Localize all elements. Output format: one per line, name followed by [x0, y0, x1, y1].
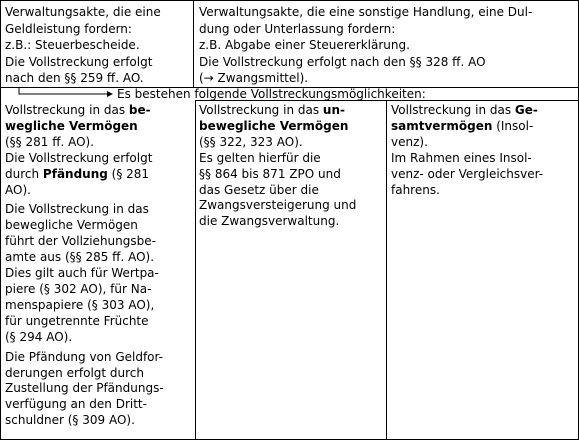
col1-p2-line: piere (§ 302 AO), für Na- — [5, 281, 152, 296]
col3-cell — [391, 103, 543, 198]
top-left-cell — [5, 4, 161, 87]
col1-p1-line1-bold: be- — [128, 103, 151, 117]
top-left-line: Geldleistung fordern: — [5, 21, 132, 36]
col3-line3: venz). — [391, 134, 428, 149]
col1-p3-line: Zustellung der Pfändungs- — [5, 381, 164, 396]
col3-line2-post: (Insol- — [492, 118, 534, 133]
col2-line: Es gelten hierfür die — [199, 150, 321, 165]
top-left-line: Verwaltungsakte, die eine — [5, 5, 161, 19]
col3-line1-pre: Vollstreckung in das — [391, 103, 515, 117]
col2-line2-bold: bewegliche Vermögen — [199, 118, 349, 133]
col3-line: fahrens. — [391, 182, 440, 197]
top-left-line: nach den §§ 259 ff. AO. — [5, 71, 144, 85]
col1-paragraph-3 — [5, 350, 164, 430]
col1-p3-line: schuldner (§ 309 AO). — [5, 413, 135, 428]
top-left-line: Die Vollstreckung erfolgt — [5, 54, 153, 69]
col2-cell — [199, 103, 356, 230]
col3-line2-bold: samtvermögen — [391, 118, 493, 133]
col1-p1-line1-pre: Vollstreckung in das — [5, 103, 129, 117]
col1-p2-line: (§ 294 AO). — [5, 329, 73, 344]
col1-p1-line5-pre: durch — [5, 166, 43, 181]
col3-line: Im Rahmen eines Insol- — [391, 150, 532, 165]
col2-line1-pre: Vollstreckung in das — [199, 103, 323, 117]
top-right-line: Die Vollstreckung erfolgt nach den §§ 328 ff. AO — [199, 54, 486, 69]
top-left-line: z.B.: Steuerbescheide. — [5, 38, 140, 52]
col1-p3-line: verfügung an den Dritt- — [5, 397, 147, 412]
top-right-line: (→ Zwangsmittel). — [199, 71, 309, 85]
top-right-cell — [199, 4, 532, 87]
col1-paragraph-2 — [5, 202, 164, 345]
col1-p1-line4: Die Vollstreckung erfolgt — [5, 150, 153, 165]
col2-line: Zwangsversteigerung und — [199, 198, 357, 213]
top-right-line: Verwaltungsakte, die eine sonstige Handlung, eine Dul- — [199, 5, 533, 19]
col1-p2-line: amte aus (§§ 285 ff. AO). — [5, 250, 155, 265]
options-heading: Es bestehen folgende Vollstreckungsmöglichkeiten: — [117, 87, 426, 101]
col3-line: venz- oder Vergleichsver- — [391, 166, 544, 181]
col2-line1-bold: un- — [322, 103, 345, 117]
col1-p1-line5-post: (§ 281 — [107, 166, 150, 181]
col2-line: die Zwangsverwaltung. — [199, 214, 340, 229]
top-right-line: dung oder Unterlassung fordern: — [199, 21, 396, 36]
col1-p2-line: führt der Vollziehungsbe- — [5, 234, 156, 249]
col1-p1-line6: AO). — [5, 182, 31, 197]
col3-line1-bold: Ge- — [514, 103, 538, 117]
top-right-line: z.B. Abgabe einer Steuererklärung. — [199, 38, 410, 52]
col2-line: §§ 864 bis 871 ZPO und — [199, 166, 341, 181]
col1-p1-line2-bold: wegliche Vermögen — [5, 118, 138, 133]
col1-p2-line: Dies gilt auch für Wertpa- — [5, 266, 159, 281]
col1-p2-line: menspapiere (§ 303 AO), — [5, 297, 155, 312]
col1-paragraph-1 — [5, 103, 164, 198]
col1-p1-line3: (§§ 281 ff. AO). — [5, 134, 95, 149]
col1-p2-line: für ungetrennte Früchte — [5, 313, 149, 328]
col1-cell — [5, 103, 164, 429]
col1-p1-line5-bold: Pfändung — [42, 166, 108, 181]
col2-line3: (§§ 322, 323 AO). — [199, 134, 303, 149]
col1-p2-line: bewegliche Vermögen — [5, 218, 138, 233]
col1-p2-line: Die Vollstreckung in das — [5, 202, 149, 217]
col1-p3-line: Die Pfändung von Geldfor- — [5, 349, 164, 364]
col2-line: das Gesetz über die — [199, 182, 319, 197]
col1-p3-line: derungen erfolgt durch — [5, 365, 145, 380]
